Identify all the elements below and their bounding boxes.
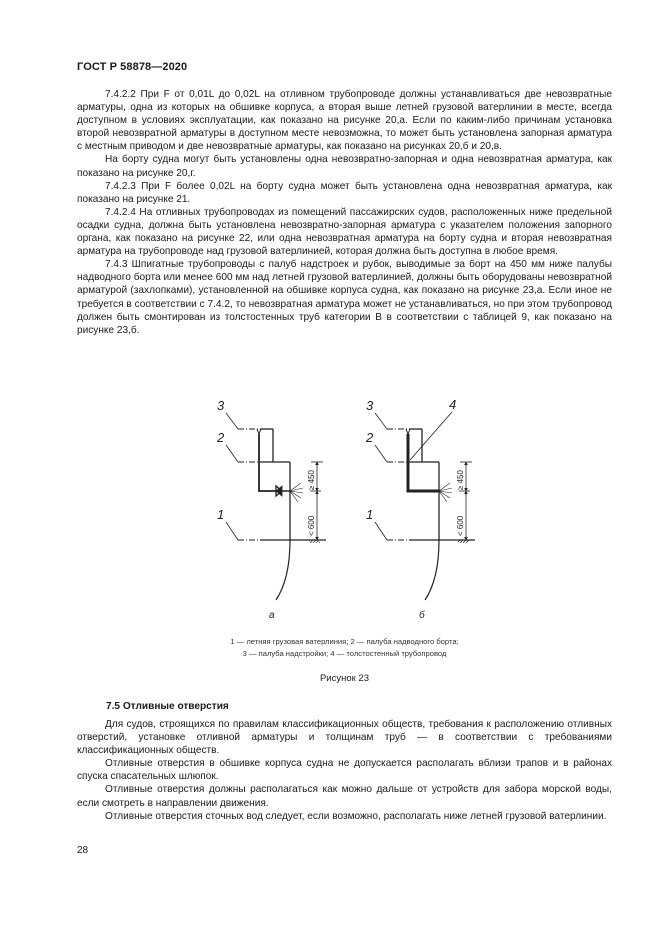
figure-caption: Рисунок 23 xyxy=(319,673,370,684)
dimension-upper-b: ≥ 450 xyxy=(456,470,465,490)
paragraph: 7.4.2.4 На отливных трубопроводах из помещений пассажирских судов, расположенных ниже предельной осадки судна, должна быть установлена невозвратно-запорная арматура с указателем положения запорного органа, как показано на рисунке 22, или одна невозвратная арматура на борту судна и вторая невозвратная арматура на трубопроводе над грузовой ватерлинией, которая должна быть доступна в любое время. xyxy=(77,206,612,258)
sublabel-a: а xyxy=(269,610,275,621)
dimension-lower-a: < 600 xyxy=(307,515,316,536)
body-text xyxy=(77,88,612,337)
dimension-upper-a: ≥ 450 xyxy=(307,470,316,490)
label-2-a: 2 xyxy=(217,430,225,445)
figure-23-drawing xyxy=(190,390,490,625)
paragraph: Отливные отверстия сточных вод следует, если возможно, располагать ниже летней грузовой ватерлинии. xyxy=(105,810,607,822)
section-heading: 7.5 Отливные отверстия xyxy=(106,701,229,712)
sublabel-b: б xyxy=(419,610,425,621)
document-header: ГОСТ Р 58878—2020 xyxy=(77,61,188,73)
paragraph: 7.4.3 Шпигатные трубопроводы с палуб надстроек и рубок, выводимые за борт на 450 мм ниже палубы надводного борта или менее 600 мм над летней грузовой ватерлинией, должны быть оборудованы невозвратной арматурой (захлопками), установленной на обшивке корпуса судна, как показано на рисунке 23,а. Если иное не требуется в соответствии с 7.4.2, то невозвратная арматура может не устанавливаться, но при этом трубопровод должен быть смонтирован из толстостенных труб категории В в соответствии с таблицей 9, как показано на рисунке 23,б. xyxy=(77,259,612,336)
label-1-a: 1 xyxy=(217,507,225,522)
figure-legend xyxy=(77,636,612,660)
page-number: 28 xyxy=(77,845,89,856)
legend-line: 1 — летняя грузовая ватерлиния; 2 — палуба надводного борта; xyxy=(230,637,459,646)
dimension-lower-b: < 600 xyxy=(456,515,465,536)
paragraph: 7.4.2.2 При F от 0,01L до 0,02L на отливном трубопроводе должны устанавливаться две невозвратные арматуры, одна из которых на обшивке корпуса, а вторая выше летней грузовой ватерлинии в месте, всегда доступном в условиях эксплуатации, как показано на рисунке 20,а. Если по каким-либо причинам установка второй невозвратной арматуры в доступном месте невозможна, то может быть установлена запорная арматура с местным приводом и две невозвратные арматуры, как показано на рисунках 20,б и 20,в. xyxy=(77,89,612,153)
subfigure-a xyxy=(216,398,326,621)
label-4-b: 4 xyxy=(449,397,457,412)
label-2-b: 2 xyxy=(366,430,374,445)
paragraph: Отливные отверстия должны располагаться как можно дальше от устройств для забора морской воды, если смотреть в направлении движения. xyxy=(77,784,612,809)
section-body-text xyxy=(77,718,612,823)
paragraph: Для судов, строящихся по правилам классификационных обществ, требования к расположению отливных отверстий, установке отливной арматуры и толщинам труб — в соответствии с требованиями классификационных обществ. xyxy=(77,719,612,757)
subfigure-b xyxy=(365,397,475,621)
label-1-b: 1 xyxy=(366,507,374,522)
paragraph: 7.4.2.3 При F более 0,02L на борту судна может быть установлена одна невозвратная арматура, как показано на рисунке 21. xyxy=(77,180,612,205)
legend-line: 3 — палуба надстройки; 4 — толстостенный трубопровод xyxy=(242,649,447,658)
paragraph: Отливные отверстия в обшивке корпуса судна не допускается располагать вблизи трапов и в районах спуска спасательных шлюпок. xyxy=(77,758,612,783)
label-3-b: 3 xyxy=(366,398,374,413)
paragraph: На борту судна могут быть установлены одна невозвратно-запорная и одна невозвратная арматура, как показано на рисунке 20,г. xyxy=(77,154,612,179)
label-3-a: 3 xyxy=(217,398,225,413)
